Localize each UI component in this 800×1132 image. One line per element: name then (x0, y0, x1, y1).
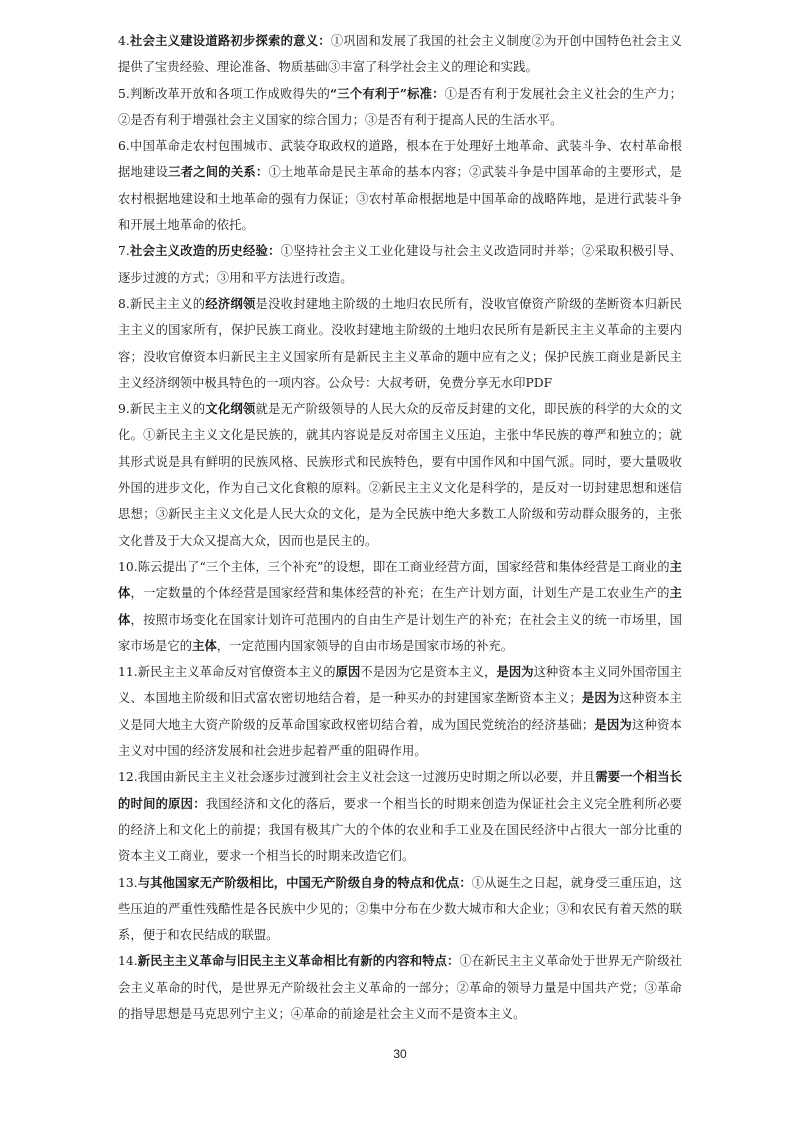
paragraph-item-8 (118, 291, 682, 396)
bold-heading-text: 是因为 (594, 716, 633, 732)
bold-heading-text: 新民主主义革命与旧民主主义革命相比有新的内容和特点： (137, 953, 460, 969)
body-text: 8.新民主主义的 (118, 296, 206, 311)
bold-heading-text: 与其他国家无产阶级相比，中国无产阶级自身的特点和优点： (137, 874, 472, 890)
body-text: 4. (118, 34, 130, 48)
body-text: 6.中国革命走农村包围城市、武装夺取政权的道路，根本在于处理好土地革命、武装斗争、农村革命根据地建设 (118, 139, 682, 180)
bold-heading-text: 社会主义改造的历史经验： (129, 243, 281, 259)
body-text: 10.陈云提出了“三个主体，三个补充”的设想，即在工商业经营方面，国家经营和集体经营是工商业的 (118, 559, 670, 574)
bold-heading-text: 经济纲领 (205, 295, 256, 311)
body-text: 这种资本主义是同大地主大资产阶级的反革命国家政权密切结合着，成为国民党统治的经济基础； (118, 691, 682, 732)
body-text: 就是无产阶级领导的人民大众的反帝反封建的文化，即民族的科学的大众的文化。①新民主主义文化是民族的，就其内容说是反对帝国主义压迫，主张中华民族的尊严和独立的；就其形式说是具有鲜明的民族风格、民族形式和民族特色，要有中国作风和中国气派。同时，要大量吸收外国的进步文化，作为自己文化食粮的原料。②新民主主义文化是科学的，是反对一切封建思想和迷信思想；③新民主主义文化是人民大众的文化，是为全民族中绝大多数工人阶级和劳动群众服务的，主张文化普及于大众又提高大众，因而也是民主的。 (118, 402, 683, 548)
paragraph-item-9 (118, 396, 682, 554)
paragraph-item-4 (118, 28, 682, 81)
body-text: ，一定数量的个体经营是国家经营和集体经营的补充；在生产计划方面，计划生产是工农业生产的 (130, 586, 670, 601)
bold-heading-text: 三者之间的关系： (168, 164, 269, 180)
body-text: ①在新民主主义革命处于世界无产阶级社会主义革命的时代，是世界无产阶级社会主义革命的一部分；②革命的领导力量是中国共产党；③革命的指导思想是马克思列宁主义；④革命的前途是社会主义而不是资本主义。 (118, 954, 682, 1021)
body-text: ①土地革命是民主革命的基本内容；②武装斗争是中国革命的主要形式，是农村根据地建设和土地革命的强有力保证；③农村革命根据地是中国革命的战略阵地，是进行武装斗争和开展土地革命的依托。 (118, 165, 683, 233)
bold-heading-text: 原因 (335, 664, 361, 680)
paragraph-item-7 (118, 238, 682, 291)
bold-heading-text: 文化纲领 (205, 401, 256, 417)
body-text: 12.我国由新民主主义社会逐步过渡到社会主义社会这一过渡历史时期之所以必要，并且 (118, 770, 596, 785)
paragraph-item-11 (118, 659, 682, 764)
bold-heading-text: 是因为 (496, 664, 534, 680)
bold-heading-text: 主体 (192, 637, 217, 653)
body-text: 这种资本主义同外国帝国主义、本国地主阶级和旧式富农密切地结合着，是一种买办的封建国家垄断资本主义； (118, 665, 682, 706)
body-text: 不是因为它是资本主义， (360, 665, 497, 680)
body-text: 是没收封建地主阶级的土地归农民所有，没收官僚资产阶级的垄断资本归新民主主义的国家所有，保护民族工商业。没收封建地主阶级的土地归农民所有是新民主主义革命的主要内容；没收官僚资本归新民主主义国家所有是新民主主义革命的题中应有之义；保护民族工商业是新民主主义经济纲领中极具特色的一项内容。公众号：大叔考研，免费分享无水印PDF (118, 296, 683, 390)
body-text: 11.新民主主义革命反对官僚资本主义的 (118, 665, 336, 680)
body-text: 5.判断改革开放和各项工作成败得失的 (118, 86, 331, 101)
body-text: 9.新民主主义的 (118, 402, 206, 417)
paragraph-item-13 (118, 870, 682, 949)
bold-heading-text: 是因为 (581, 690, 620, 706)
body-text: 14. (118, 954, 138, 969)
paragraph-item-12 (118, 764, 682, 869)
paragraph-item-5 (118, 81, 682, 134)
body-text: ①巩固和发展了我国的社会主义制度②为开创中国特色社会主义提供了宝贵经验、理论准备、物质基础③丰富了科学社会主义的理论和实践。 (118, 34, 682, 75)
body-text: ，按照市场变化在国家计划许可范围内的自由生产是计划生产的补充；在社会主义的统一市场里，国家市场是它的 (118, 612, 682, 653)
body-text: ①坚持社会主义工业化建设与社会主义改造同时并举；②采取积极引导、逐步过渡的方式；③用和平方法进行改造。 (118, 244, 682, 285)
bold-heading-text: 主体 (118, 585, 682, 627)
body-text: 13. (118, 875, 138, 890)
bold-heading-text: “三个有利于”标准： (330, 85, 445, 101)
paragraph-item-6 (118, 133, 682, 238)
body-text: ①从诞生之日起，就身受三重压迫，这些压迫的严重性残酷性是各民族中少见的；②集中分布在少数大城市和大企业；③和农民有着天然的联系，便于和农民结成的联盟。 (118, 875, 682, 943)
paragraph-item-10 (118, 554, 682, 659)
paragraph-item-14 (118, 948, 682, 1027)
page-number: 30 (393, 1047, 407, 1061)
bold-heading-text: 主体 (118, 558, 682, 601)
body-text: ①是否有利于发展社会主义社会的生产力；②是否有利于增强社会主义国家的综合国力；③是否有利于提高人民的生活水平。 (118, 86, 682, 127)
page-body (118, 28, 682, 1027)
body-text: 我国经济和文化的落后，要求一个相当长的时期来创造为保证社会主义完全胜利所必要的经济上和文化上的前提；我国有极其广大的个体的农业和手工业及在国民经济中占很大一部分比重的资本主义工商业，要求一个相当长的时期来改造它们。 (118, 796, 682, 864)
body-text: 这种资本主义对中国的经济发展和社会进步起着严重的阻碍作用。 (118, 717, 683, 759)
body-text: 7. (118, 244, 130, 259)
bold-heading-text: 社会主义建设道路初步探索的意义： (129, 33, 331, 48)
body-text: ，一定范围内国家领导的自由市场是国家市场的补充。 (216, 638, 514, 653)
bold-heading-text: 需要一个相当长的时间的原因： (118, 769, 682, 811)
